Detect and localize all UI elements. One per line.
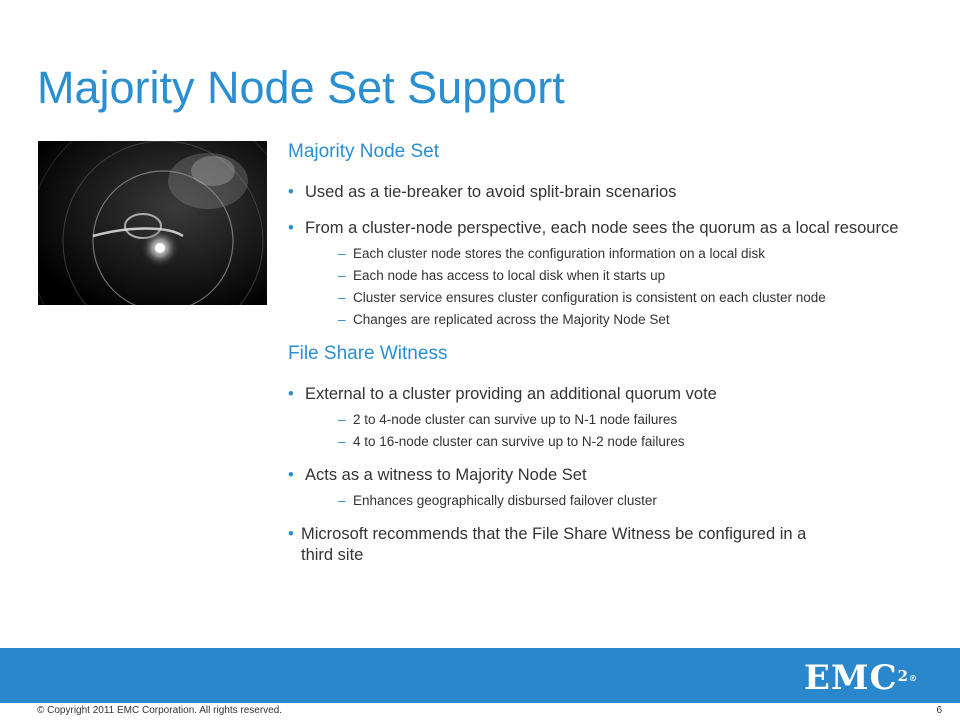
bullet-text: Acts as a witness to Majority Node Set <box>305 466 587 484</box>
dash-icon: – <box>338 434 346 449</box>
dash-icon: – <box>338 290 346 305</box>
bullet-text: Microsoft recommends that the File Share Witness be configured in a third site <box>301 525 807 564</box>
bullet-text: From a cluster-node perspective, each node sees the quorum as a local resource <box>305 219 899 237</box>
section-heading-majority-node-set: Majority Node Set <box>288 141 440 162</box>
registered-mark: ® <box>909 673 918 683</box>
subbullet-geo-failover <box>288 492 908 509</box>
subbullet-text: 4 to 16-node cluster can survive up to N-2 node failures <box>353 434 685 449</box>
abstract-light-image <box>38 141 267 305</box>
logo-superscript: 2 <box>897 667 909 685</box>
bullet-icon: • <box>288 466 294 484</box>
page-number: 6 <box>936 705 942 716</box>
bullet-icon: • <box>288 385 294 403</box>
subbullet-n2-failures <box>288 433 908 450</box>
dash-icon: – <box>338 412 346 427</box>
subbullet-text: Each cluster node stores the configuration information on a local disk <box>353 246 765 261</box>
dash-icon: – <box>338 493 346 508</box>
subbullet-text: Changes are replicated across the Majority Node Set <box>353 312 670 327</box>
subbullet-changes-replicated <box>288 311 908 328</box>
bullet-text: Used as a tie-breaker to avoid split-brain scenarios <box>305 183 677 201</box>
bullet-microsoft-recommendation <box>288 524 841 566</box>
bullet-text: External to a cluster providing an additional quorum vote <box>305 385 717 403</box>
dash-icon: – <box>338 246 346 261</box>
decorative-photo <box>38 141 267 305</box>
subbullet-config-consistent <box>288 289 888 306</box>
subbullet-n1-failures <box>288 411 908 428</box>
copyright-notice: © Copyright 2011 EMC Corporation. All rights reserved. <box>37 705 283 716</box>
subbullet-config-local-disk <box>288 245 908 262</box>
bullet-icon: • <box>288 525 294 543</box>
bullet-icon: • <box>288 183 294 201</box>
bullet-quorum-perspective <box>288 218 905 239</box>
dash-icon: – <box>338 312 346 327</box>
slide-content <box>288 140 908 566</box>
footer-band <box>0 648 960 703</box>
subbullet-text: Each node has access to local disk when it starts up <box>353 268 666 283</box>
emc-logo <box>803 658 918 698</box>
subbullet-text: 2 to 4-node cluster can survive up to N-1 node failures <box>353 412 678 427</box>
bullet-icon: • <box>288 219 294 237</box>
subbullet-local-disk-access <box>288 267 908 284</box>
bullet-tie-breaker <box>288 182 908 203</box>
section-heading-file-share-witness: File Share Witness <box>288 343 448 364</box>
subbullet-text: Enhances geographically disbursed failover cluster <box>353 493 657 508</box>
bullet-external-vote <box>288 384 908 405</box>
bullet-witness-mns <box>288 465 908 486</box>
slide-title: Majority Node Set Support <box>37 62 565 113</box>
logo-text: EMC <box>803 658 898 698</box>
dash-icon: – <box>338 268 346 283</box>
subbullet-text: Cluster service ensures cluster configuration is consistent on each cluster node <box>353 290 826 305</box>
